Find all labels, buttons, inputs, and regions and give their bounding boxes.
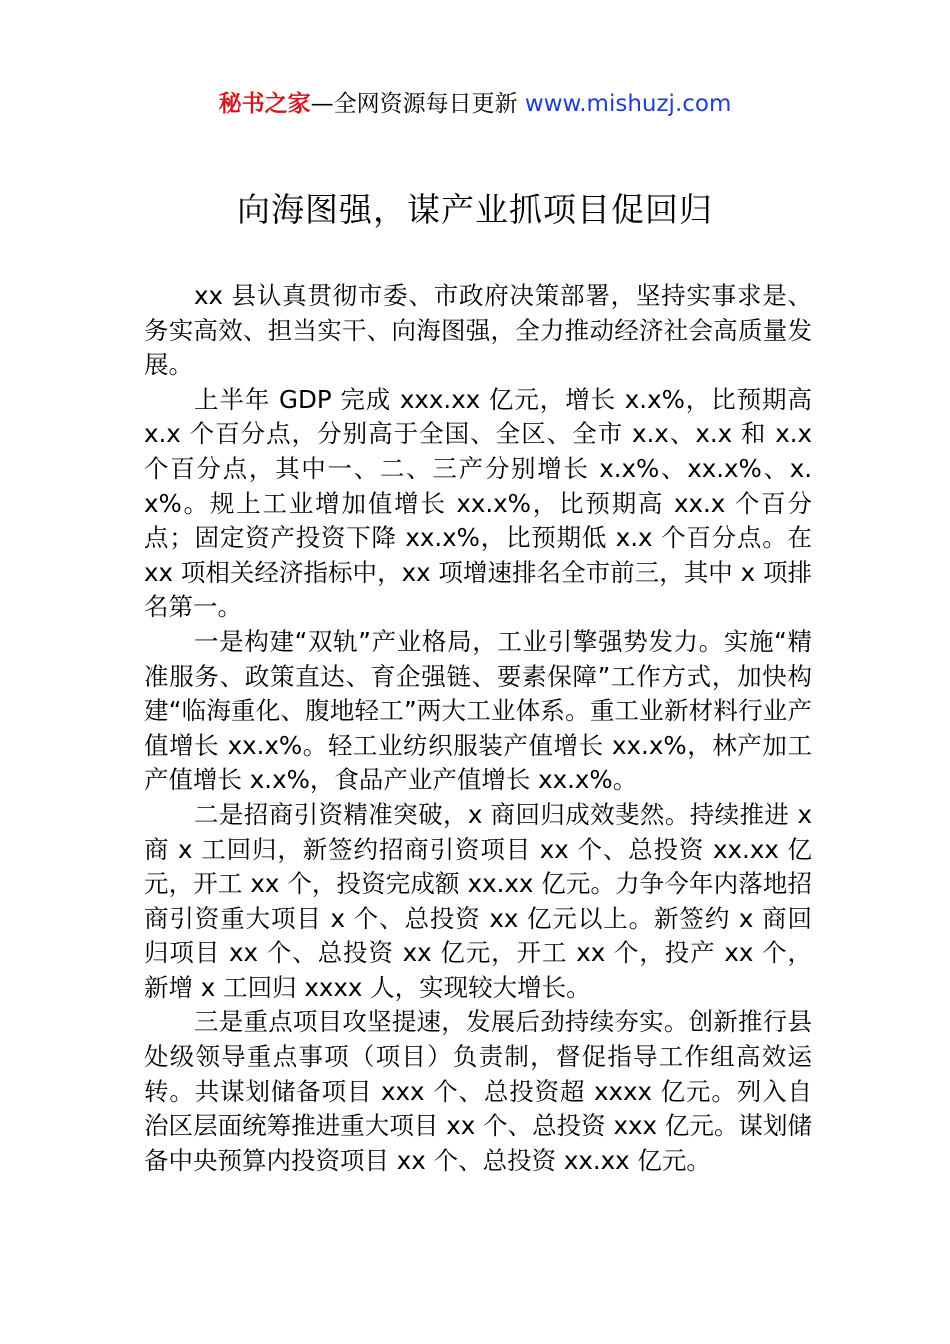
page-header bbox=[0, 88, 950, 120]
paragraph-intro: xx 县认真贯彻市委、市政府决策部署，坚持实事求是、务实高效、担当实干、向海图强，全力推动经济社会高质量发展。 bbox=[144, 281, 812, 380]
document-title: 向海图强，谋产业抓项目促回归 bbox=[237, 190, 713, 229]
paragraph-industry: 一是构建“双轨”产业格局，工业引擎强势发力。实施“精准服务、政策直达、育企强链、要素保障”工作方式，加快构建“临海重化、腹地轻工”两大工业体系。重工业新材料行业产值增长 xx.x%。轻工业纺织服装产值增长 xx.x%，林产加工产值增长 x.x%，食品产业产值增长 xx.x%。 bbox=[144, 626, 812, 795]
header-tagline: —全网资源每日更新 bbox=[310, 91, 525, 117]
paragraph-projects: 三是重点项目攻坚提速，发展后劲持续夯实。创新推行县处级领导重点事项（项目）负责制，督促指导工作组高效运转。共谋划储备项目 xxx 个、总投资超 xxxx 亿元。列入自治区层面统筹推进重大项目 xx 个、总投资 xxx 亿元。谋划储备中央预算内投资项目 xx 个、总投资 xx.xx 亿元。 bbox=[144, 1007, 812, 1175]
paragraph-investment: 二是招商引资精准突破，x 商回归成效斐然。持续推进 x 商 x 工回归，新签约招商引资项目 xx 个、总投资 xx.xx 亿元，开工 xx 个，投资完成额 xx.xx 亿元。力争今年内落地招商引资重大项目 x 个、总投资 xx 亿元以上。新签约 x 商回归项目 xx 个、总投资 xx 亿元，开工 xx 个，投产 xx 个，新增 x 工回归 xxxx 人，实现较大增长。 bbox=[144, 799, 812, 1002]
site-url[interactable]: www.mishuzj.com bbox=[524, 91, 732, 117]
paragraph-gdp: 上半年 GDP 完成 xxx.xx 亿元，增长 x.x%，比预期高 x.x 个百分点，分别高于全国、全区、全市 x.x、x.x 和 x.x 个百分点，其中一、二、三产分别增长 x.x%、xx.x%、x.x%。规上工业增加值增长 xx.x%，比预期高 xx.x 个百分点；固定资产投资下降 xx.x%，比预期低 x.x 个百分点。在 xx 项相关经济指标中，xx 项增速排名全市前三，其中 x 项排名第一。 bbox=[144, 384, 812, 622]
document-body bbox=[144, 279, 812, 1178]
brand-name: 秘书之家 bbox=[218, 91, 311, 117]
